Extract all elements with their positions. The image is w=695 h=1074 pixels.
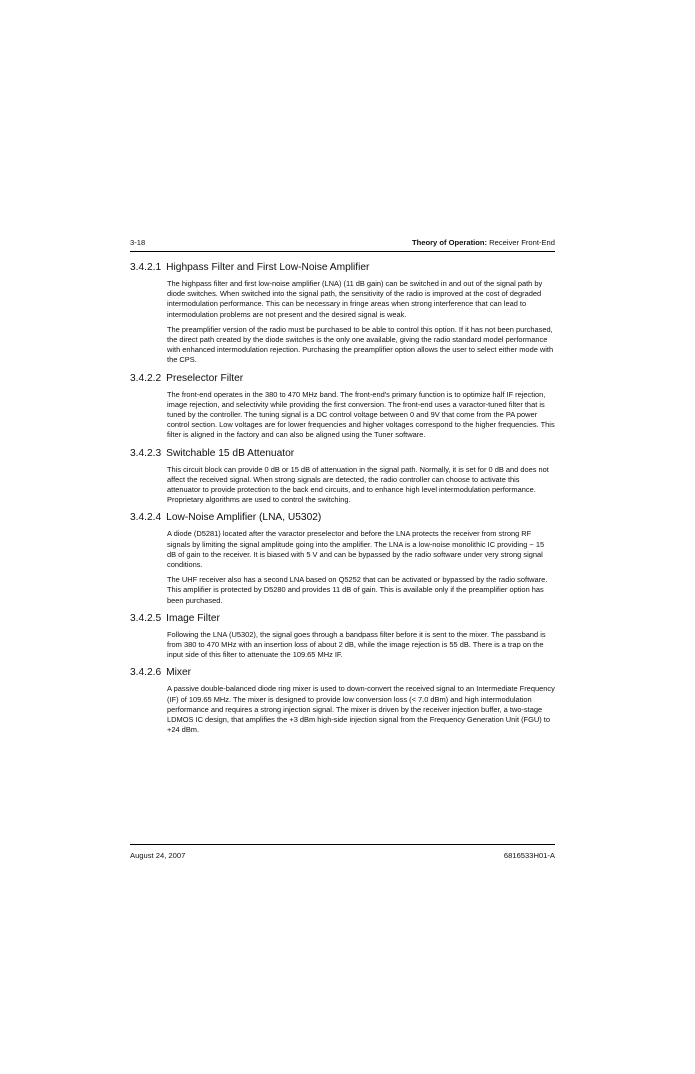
section-number: 3.4.2.1 (130, 262, 162, 273)
section-number: 3.4.2.6 (130, 667, 162, 679)
paragraph: A passive double-balanced diode ring mixer is used to down-convert the received signal to an Intermediate Frequency (IF) of 109.65 MHz. The mixer is designed to provide low conversion loss (< 7.0 dBm) and high intermodulation performance and requires a strong injection signal. The mixer is driven by the receiver injection buffer, a two-stage LDMOS IC design, that amplifies the +3 dBm high-side injection signal from the Frequency Generation Unit (FGU) to +24 dBm. (167, 684, 555, 735)
paragraph: The front-end operates in the 380 to 470 MHz band. The front-end's primary function is to optimize half IF rejection, image rejection, and selectivity while providing the first conversion. The front-end uses a varactor-tuned filter that is tuned by the controller. The tuning signal is a DC control voltage between 0 and 9V that come from the PA power control section. Low voltages are for lower frequencies and higher voltages correspond to the higher frequencies. This filter is aligned in the factory and can also be aligned using the Tuner software. (167, 389, 555, 440)
footer-date: August 24, 2007 (130, 851, 186, 860)
paragraph: The highpass filter and first low-noise amplifier (LNA) (11 dB gain) can be switched in and out of the signal path by diode switches. When switched into the signal path, the sensitivity of the radio is improved at the cost of degraded intermodulation performance. This can be necessary in fringe areas when strong interference that can lead to intermodulation problems are not present and the desired signal is weak. (167, 279, 543, 319)
page-footer (130, 851, 555, 863)
section-3-4-2-6 (130, 666, 555, 735)
page-number: 3-18 (130, 238, 146, 247)
section-heading (130, 511, 555, 524)
section-heading (130, 261, 555, 274)
header-rule (130, 251, 555, 252)
paragraph: This circuit block can provide 0 dB or 15 dB of attenuation in the signal path. Normally, it is set for 0 dB and does not affect the received signal. When strong signals are detected, the radio controller can choose to activate this attenuator to provide protection to the back end circuits, and to enhance high level intermodulation performance. Proprietary algorithms are used to control the switching. (167, 464, 549, 505)
paragraph: A diode (D5281) located after the varactor preselector and before the LNA protects the receiver from strong RF signals by limiting the signal amplitude going into the amplifier. The LNA is a low-noise monolithic IC providing ~ 15 dB of gain to the receiver. It is biased with 5 V and can be bypassed by the radio software under very strong signal conditions. (167, 529, 545, 570)
section-3-4-2-5 (130, 612, 555, 661)
paragraph: Following the LNA (U5302), the signal goes through a bandpass filter before it is sent to the mixer. The passband is from 380 to 470 MHz with an insertion loss of about 2 dB, while the image rejection is 55 dB. There is a trap on the input side of this filter to attenuate the 109.65 MHz IF. (167, 629, 546, 660)
page-content (130, 261, 555, 742)
section-3-4-2-1 (130, 261, 555, 366)
section-3-4-2-2 (130, 372, 555, 441)
section-title: Low-Noise Amplifier (LNA, U5302) (166, 512, 322, 524)
section-number: 3.4.2.5 (130, 612, 162, 624)
document-number: 6816533H01-A (503, 851, 555, 860)
paragraph: The UHF receiver also has a second LNA based on Q5252 that can be activated or bypassed by the radio software. This amplifier is protected by D5280 and provides 11 dB of gain. This is available only if the preamplifier option has been purchased. (167, 575, 548, 605)
running-title-bold: Theory of Operation: (411, 238, 488, 247)
section-title: Highpass Filter and First Low-Noise Amplifier (166, 262, 370, 273)
section-number: 3.4.2.3 (130, 447, 162, 459)
section-title: Preselector Filter (166, 372, 244, 384)
running-title-rest: Receiver Front-End (487, 238, 555, 247)
section-heading (130, 666, 555, 679)
footer-rule (130, 844, 555, 845)
running-title (412, 238, 555, 247)
paragraph: The preamplifier version of the radio must be purchased to be able to control this option. If it has not been purchased, the direct path created by the diode switches is the only one available, giving the radio standard model performance with enhanced intermodulation rejection. Purchasing the preamplifier option allows the user to select either mode with the CPS. (167, 324, 554, 365)
section-title: Image Filter (166, 612, 220, 624)
section-title: Mixer (166, 667, 192, 679)
section-heading (130, 372, 555, 385)
section-3-4-2-4 (130, 511, 555, 605)
section-number: 3.4.2.4 (130, 512, 162, 524)
section-number: 3.4.2.2 (130, 372, 162, 384)
section-3-4-2-3 (130, 447, 555, 506)
section-heading (130, 612, 555, 625)
section-heading (130, 447, 555, 460)
section-title: Switchable 15 dB Attenuator (166, 447, 295, 459)
page-header (130, 238, 555, 250)
